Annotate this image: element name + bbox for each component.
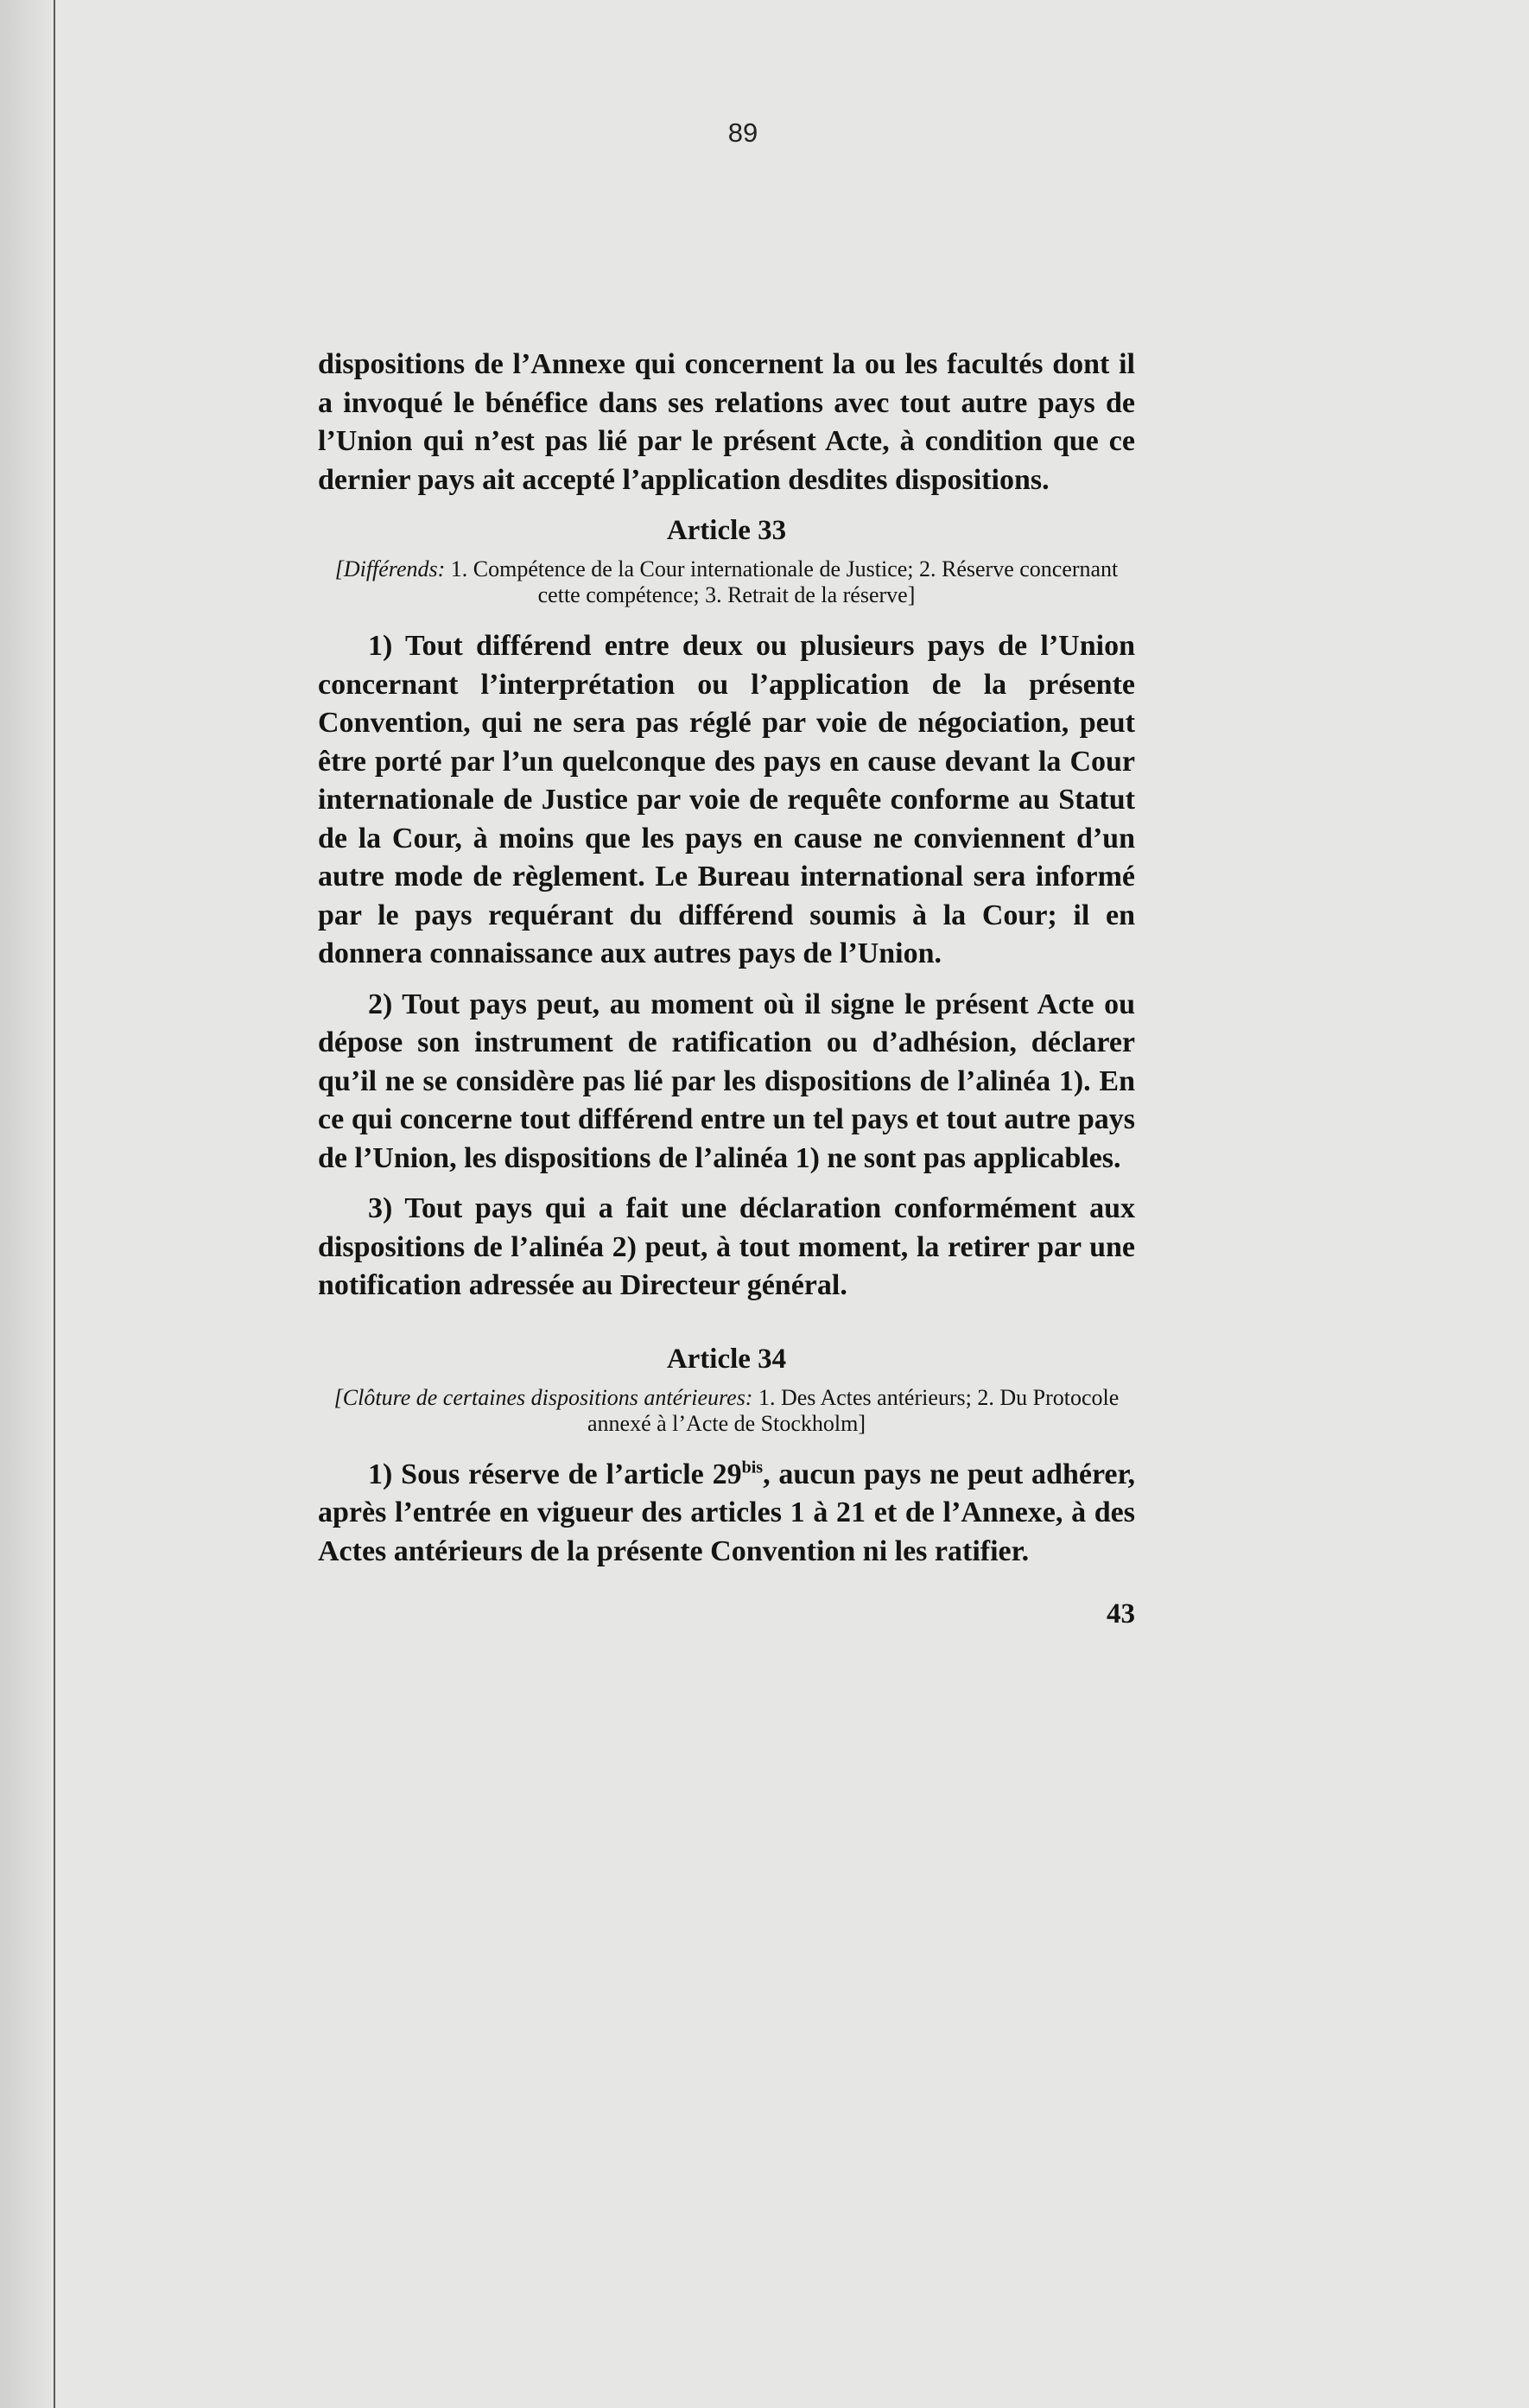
article-33-summary-text: 1. Compétence de la Cour internationale de Justice; 2. Réserve concernant cette compétence; 3. Retrait de la réserve] bbox=[450, 556, 1119, 607]
article-33-title: Article 33 bbox=[666, 515, 787, 546]
article-34-paragraph-1-start: 1) Sous réserve de l’article 29 bbox=[368, 1458, 742, 1490]
page-body bbox=[318, 346, 1135, 1631]
article-34-summary bbox=[318, 1385, 1135, 1437]
article-33-summary bbox=[318, 556, 1135, 608]
article-33-paragraph-1: 1) Tout différend entre deux ou plusieurs pays de l’Union concernant l’interprétation ou l’application de la présente Convention, qui ne sera pas réglé par voie de négociation, peut être porté par l’un quelconque des pays en cause devant la Cour internationale de Justice par voie de requête conforme au Statut de la Cour, à moins que les pays en cause ne conviennent d’un autre mode de règlement. Le Bureau international sera informé par le pays requérant du différend soumis à la Cour; il en donnera connaissance aux autres pays de l’Union. bbox=[318, 630, 1135, 969]
article-33-paragraph-3: 3) Tout pays qui a fait une déclaration conformément aux dispositions de l’alinéa 2) peut, à tout moment, la retirer par une notification adressée au Directeur général. bbox=[318, 1192, 1135, 1301]
article-34-summary-label: [Clôture de certaines dispositions antérieures: bbox=[333, 1384, 753, 1410]
article-34-paragraph-1-end: , aucun pays ne peut adhérer, après l’entrée en vigueur des articles 1 à 21 et de l’Annexe, à des Actes antérieurs de la présente Convention ni les ratifier. bbox=[318, 1458, 1135, 1567]
article-34-title: Article 34 bbox=[666, 1343, 787, 1375]
binding-line bbox=[54, 0, 55, 2408]
continuation-paragraph: dispositions de l’Annexe qui concernent la ou les facultés dont il a invoqué le bénéfice dans ses relations avec tout autre pays de l’Union qui n’est pas lié par le présent Acte, à condition que ce dernier pays ait accepté l’application desdites dispositions. bbox=[318, 348, 1135, 496]
article-34-paragraph-1 bbox=[318, 1456, 1135, 1572]
article-33-summary-label: [Différends: bbox=[334, 556, 446, 581]
article-34-summary-text: 1. Des Actes antérieurs; 2. Du Protocole annexé à l’Acte de Stockholm] bbox=[587, 1384, 1120, 1436]
page-number: 89 bbox=[727, 118, 758, 148]
folio-number: 43 bbox=[1107, 1598, 1135, 1630]
binding-edge bbox=[0, 0, 52, 2408]
article-33-paragraph-2: 2) Tout pays peut, au moment où il signe le présent Acte ou dépose son instrument de ratification ou d’adhésion, déclarer qu’il ne se considère pas lié par les dispositions de l’alinéa 1). En ce qui concerne tout différend entre un tel pays et tout autre pays de l’Union, les dispositions de l’alinéa 1) ne sont pas applicables. bbox=[318, 988, 1135, 1174]
article-34-bis-superscript: bis bbox=[741, 1458, 764, 1477]
